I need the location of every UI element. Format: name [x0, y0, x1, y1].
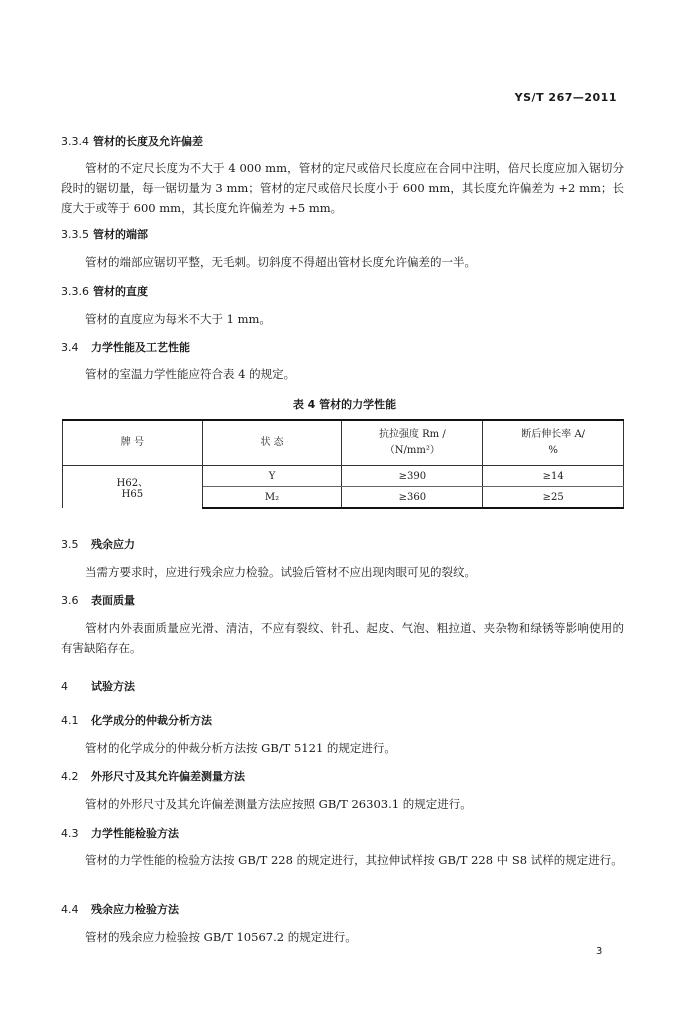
section-heading-4: 4 试验方法 [61, 680, 135, 693]
section-heading-3-3-4 [61, 133, 203, 149]
paragraph-tube-ends: 管材的端部应锯切平整，无毛刺。切斜度不得超出管材长度允许偏差的一半。 [85, 255, 476, 269]
table-caption: 表 4 管材的力学性能 [292, 398, 397, 411]
paragraph-chemical-analysis: 管材的化学成分的仲裁分析方法按 GB/T 5121 的规定进行。 [85, 741, 396, 755]
section-heading-3-6: 3.6 表面质量 [61, 594, 135, 607]
section-heading-4-4: 4.4 残余应力检验方法 [61, 903, 179, 916]
header-elongation: 断后伸长率 A/ % [483, 420, 624, 466]
cell-state: Y [202, 466, 342, 487]
paragraph-straightness: 管材的直度应为每米不大于 1 mm。 [85, 312, 271, 326]
section-heading-4-3: 4.3 力学性能检验方法 [61, 827, 179, 840]
paragraph-residual-stress: 当需方要求时，应进行残余应力检验。试验后管材不应出现肉眼可见的裂纹。 [85, 565, 476, 579]
page-number: 3 [596, 946, 603, 957]
paragraph-mechanical-properties: 管材的室温力学性能应符合表 4 的规定。 [85, 367, 296, 381]
header-state: 状 态 [202, 420, 342, 466]
section-heading-4-1: 4.1 化学成分的仲裁分析方法 [61, 714, 212, 727]
cell-elongation: ≥25 [483, 487, 624, 509]
paragraph-dimension-measurement: 管材的外形尺寸及其允许偏差测量方法应按照 GB/T 26303.1 的规定进行。 [85, 797, 472, 811]
paragraph-mechanical-testing: 管材的力学性能的检验方法按 GB/T 228 的规定进行，其拉伸试样按 GB/T 228 中 S8 试样的规定进行。 [85, 853, 623, 867]
standard-code-header: YS/T 267—2011 [514, 91, 617, 104]
section-heading-3-4: 3.4 力学性能及工艺性能 [61, 341, 190, 354]
paragraph-length-tolerance: 管材的不定尺长度为不大于 4 000 mm，管材的定尺或倍尺长度应在合同中注明，倍尺长度应加入锯切分段时的锯切量，每一锯切量为 3 mm；管材的定尺或倍尺长度小于 600 mm，其长度允许偏差为 +2 mm；长度大于或等于 600 mm，其长度允许偏差为 +5 mm。 [61, 161, 624, 215]
cell-state: M₂ [202, 487, 342, 509]
paragraph-surface-quality: 管材内外表面质量应光滑、清洁，不应有裂纹、针孔、起皮、气泡、粗拉道、夹杂物和绿锈等影响使用的有害缺陷存在。 [61, 621, 624, 655]
section-heading-3-5: 3.5 残余应力 [61, 538, 135, 551]
paragraph-residual-stress-testing: 管材的残余应力检验按 GB/T 10567.2 的规定进行。 [85, 930, 357, 944]
header-tensile-strength: 抗拉强度 Rm / （N/mm²） [342, 420, 483, 466]
section-heading-4-2: 4.2 外形尺寸及其允许偏差测量方法 [61, 770, 245, 783]
cell-grade: H62、 H65 [63, 466, 203, 509]
cell-elongation: ≥14 [483, 466, 624, 487]
section-title: 管材的长度及允许偏差 [93, 135, 203, 148]
table-row [63, 466, 624, 487]
header-grade: 牌 号 [63, 420, 203, 466]
cell-tensile: ≥390 [342, 466, 483, 487]
cell-tensile: ≥360 [342, 487, 483, 509]
section-heading-3-3-6: 3.3.6 管材的直度 [61, 285, 148, 298]
section-heading-3-3-5: 3.3.5 管材的端部 [61, 228, 148, 241]
section-number: 3.3.4 [61, 135, 89, 148]
mechanical-properties-table [62, 419, 624, 509]
